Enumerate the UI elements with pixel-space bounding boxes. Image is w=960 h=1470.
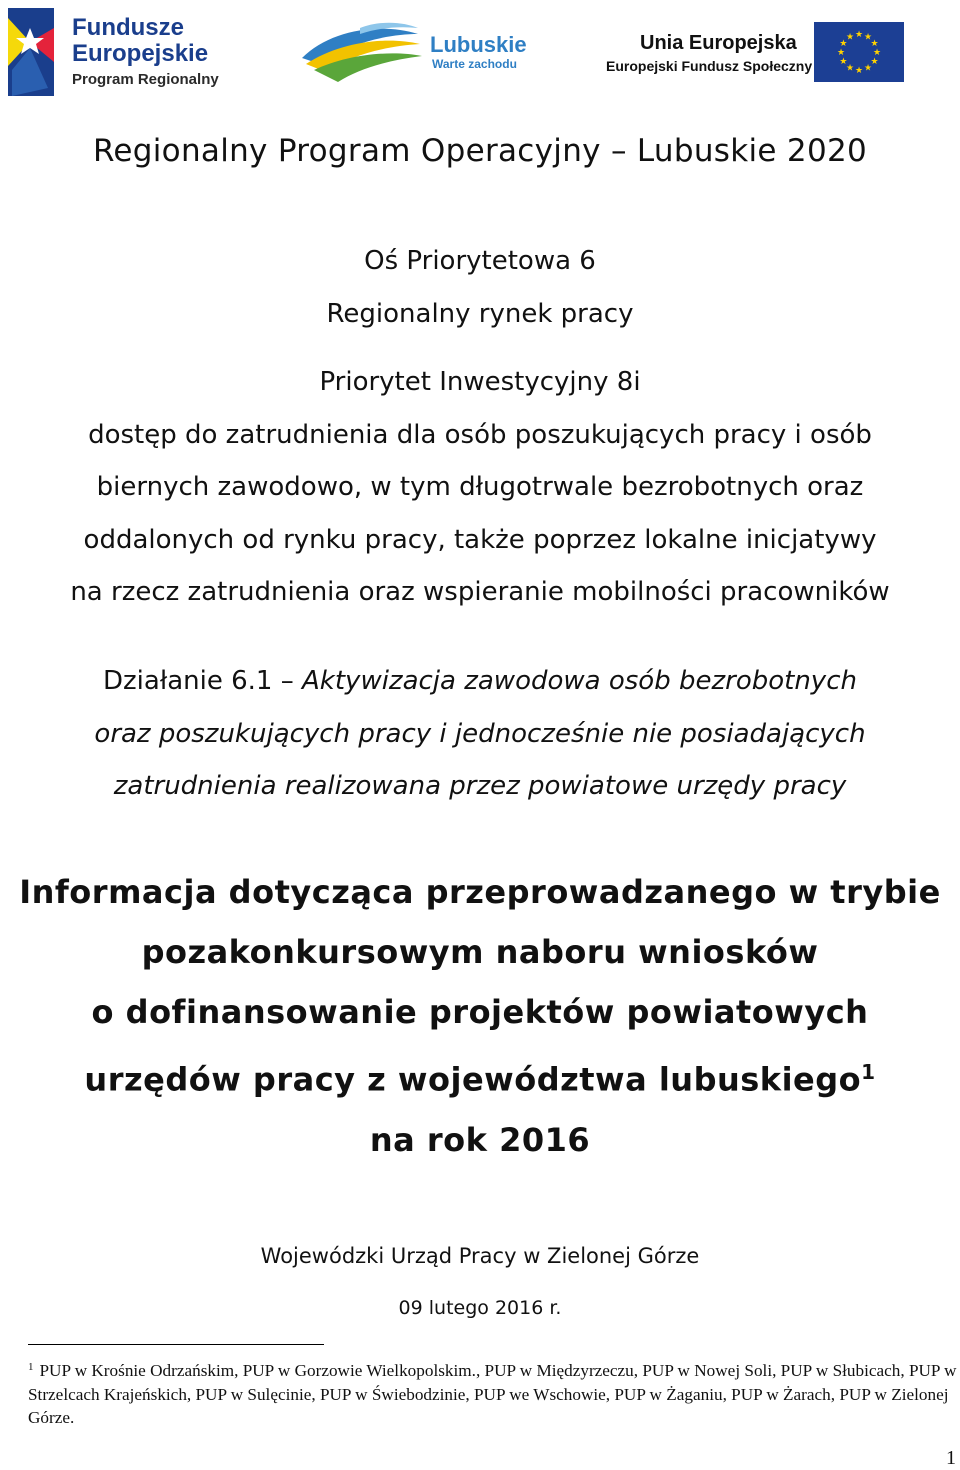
main-heading-line: urzędów pracy z województwa lubuskiego <box>84 1060 862 1099</box>
svg-text:★: ★ <box>845 63 855 74</box>
svg-text:★: ★ <box>863 63 873 74</box>
main-heading-line: Informacja dotycząca przeprowadzanego w trybie <box>19 873 941 911</box>
eu-flag-icon <box>814 22 904 82</box>
svg-text:★: ★ <box>839 39 848 49</box>
page-number: 1 <box>946 1447 956 1469</box>
measure-name: Aktywizacja zawodowa osób bezrobotnych <box>302 666 857 696</box>
footnote-number: 1 <box>28 1361 34 1373</box>
fe-logo-line3: Program Regionalny <box>72 71 219 88</box>
fe-logo-line1: Fundusze <box>72 14 184 41</box>
measure <box>0 655 960 813</box>
footnote-reference: 1 <box>861 1060 876 1084</box>
ue-logo-fund: Europejski Fundusz Społeczny <box>606 58 813 74</box>
svg-text:★: ★ <box>839 57 848 67</box>
footnote-text: PUP w Krośnie Odrzańskim, PUP w Gorzowie Wielkopolskim., PUP w Międzyrzeczu, PUP w Nowej Soli, PUP w Słubicach, PUP w Strzelcach Krajeńskich, PUP w Sulęcinie, PUP w Świebodzinie, PUP we Wschowie, PUP w Żaganiu, PUP w Żarach, PUP w Zielonej Górze. <box>28 1361 957 1427</box>
lubuskie-logo-name: Lubuskie <box>430 32 527 57</box>
ue-logo-name: Unia Europejska <box>640 32 797 54</box>
document-date: 09 lutego 2016 r. <box>398 1297 562 1319</box>
lubuskie-emblem-icon <box>300 20 424 86</box>
priority-axis <box>0 235 960 340</box>
issuer: Wojewódzki Urząd Pracy w Zielonej Górze <box>260 1244 700 1268</box>
measure-name: oraz poszukujących pracy i jednocześnie nie posiadających <box>94 718 866 749</box>
unia-europejska-logo <box>600 18 910 88</box>
investment-priority-line: biernych zawodowo, w tym długotrwale bezrobotnych oraz <box>96 472 864 502</box>
svg-text:★: ★ <box>854 66 864 76</box>
investment-priority-line: dostęp do zatrudnienia dla osób poszukujących pracy i osób <box>88 419 872 450</box>
investment-priority-line: oddalonych od rynku pracy, także poprzez lokalne inicjatywy <box>83 524 877 555</box>
svg-text:★: ★ <box>836 48 846 58</box>
lubuskie-logo <box>300 20 540 90</box>
main-heading-line: o dofinansowanie projektów powiatowych <box>91 993 869 1031</box>
svg-text:★: ★ <box>854 30 864 40</box>
investment-priority <box>0 356 960 619</box>
lubuskie-logo-tagline: Warte zachodu <box>432 57 517 71</box>
investment-priority-line: na rzecz zatrudnienia oraz wspieranie mobilności pracowników <box>70 577 890 607</box>
measure-number: Działanie 6.1 – <box>103 666 303 696</box>
main-heading <box>0 862 960 1170</box>
svg-text:★: ★ <box>863 32 873 43</box>
investment-priority-title: Priorytet Inwestycyjny 8i <box>319 367 641 397</box>
fundusze-europejskie-logo <box>8 8 238 98</box>
main-heading-line: na rok 2016 <box>369 1120 591 1159</box>
document-title: Regionalny Program Operacyjny – Lubuskie 2020 <box>92 133 868 169</box>
measure-name: zatrudnienia realizowana przez powiatowe urzędy pracy <box>113 771 847 801</box>
fe-logo-line2: Europejskie <box>72 40 209 67</box>
main-heading-line: pozakonkursowym naboru wniosków <box>141 933 819 971</box>
fe-star-icon <box>8 8 66 96</box>
svg-text:★: ★ <box>870 39 879 49</box>
svg-text:★: ★ <box>870 57 879 67</box>
svg-text:★: ★ <box>872 48 882 58</box>
footnote <box>28 1356 960 1430</box>
footnote-separator <box>28 1344 324 1345</box>
priority-axis-number: Oś Priorytetowa 6 <box>364 246 596 276</box>
svg-text:★: ★ <box>845 32 855 43</box>
priority-axis-name: Regionalny rynek pracy <box>326 298 634 329</box>
